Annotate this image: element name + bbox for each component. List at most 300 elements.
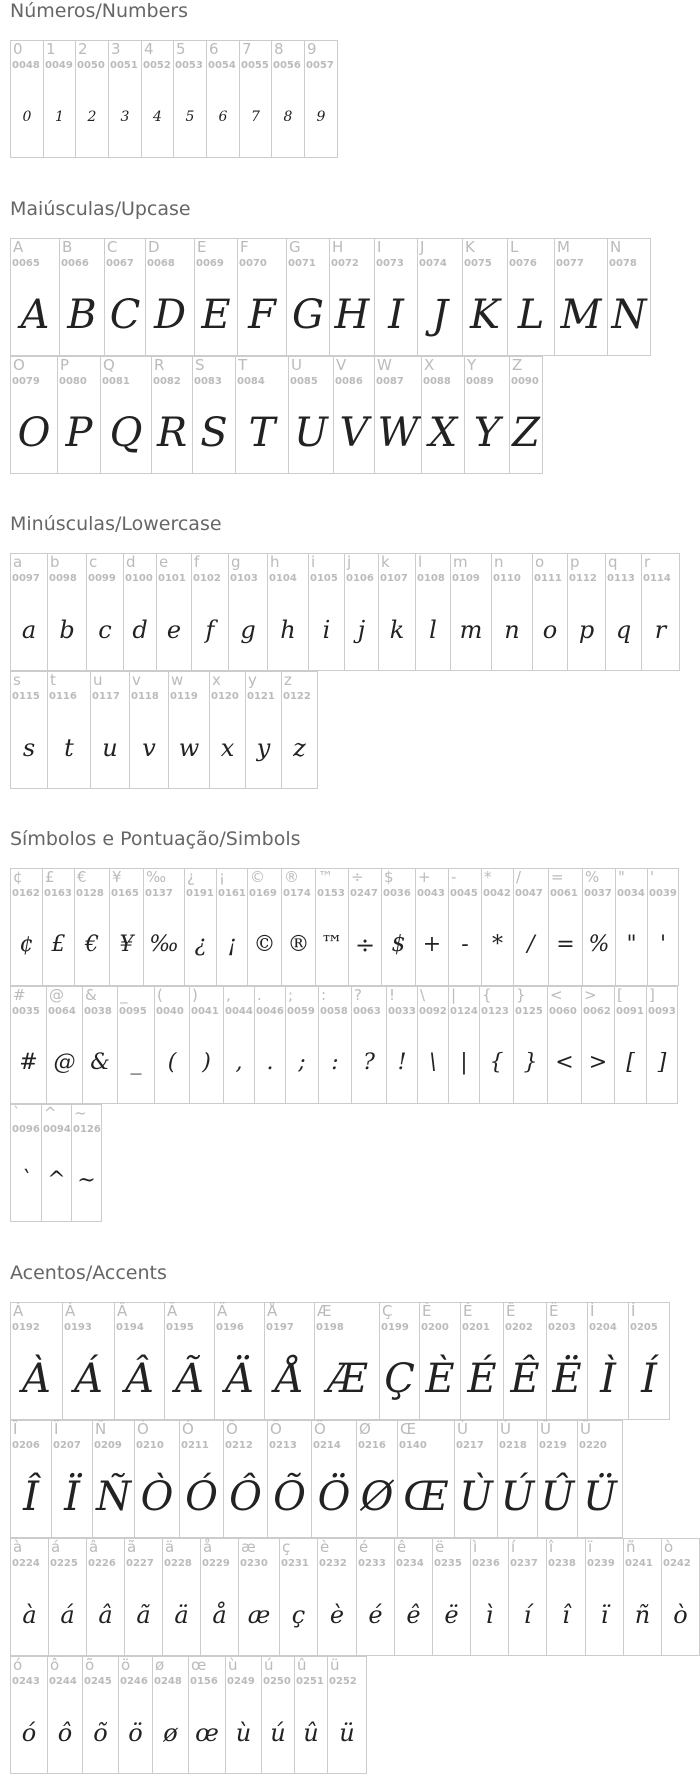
glyph-cell xyxy=(415,868,449,986)
glyph-row xyxy=(10,40,337,158)
glyph-cell xyxy=(317,1538,357,1656)
character-code: 0047 xyxy=(515,888,543,899)
glyph-cell xyxy=(491,553,533,671)
character-label: 3 xyxy=(111,40,121,58)
character-label: Ö xyxy=(314,1420,326,1438)
character-code: 0037 xyxy=(584,888,612,899)
glyph-cell xyxy=(10,986,47,1104)
glyph-cell xyxy=(51,1420,93,1538)
glyph-cell xyxy=(10,1302,63,1420)
glyph-cell xyxy=(374,356,422,474)
glyph-sample: I xyxy=(388,292,404,338)
character-code: 0116 xyxy=(49,691,77,702)
character-label: Í xyxy=(631,1302,636,1320)
character-label: k xyxy=(381,553,390,571)
glyph-cell xyxy=(513,986,548,1104)
character-code: 0249 xyxy=(227,1676,255,1687)
glyph-sample: € xyxy=(85,932,99,957)
character-label: ö xyxy=(121,1656,131,1674)
character-code: 0066 xyxy=(61,258,89,269)
glyph-sample: Õ xyxy=(273,1474,306,1520)
character-code: 0121 xyxy=(247,691,275,702)
glyph-cell xyxy=(508,1538,547,1656)
character-label: 2 xyxy=(78,40,88,58)
character-code: 0227 xyxy=(126,1558,154,1569)
character-code: 0125 xyxy=(515,1006,543,1017)
character-code: 0226 xyxy=(88,1558,116,1569)
character-label: Õ xyxy=(270,1420,282,1438)
character-label: g xyxy=(231,553,241,571)
glyph-cell xyxy=(47,671,91,789)
glyph-cell xyxy=(567,553,606,671)
glyph-sample: ) xyxy=(202,1050,211,1075)
character-label: Ç xyxy=(382,1302,393,1320)
character-label: S xyxy=(195,356,205,374)
glyph-cell xyxy=(448,868,482,986)
character-label: Ó xyxy=(182,1420,194,1438)
glyph-sample: _ xyxy=(130,1050,142,1075)
character-label: Ò xyxy=(137,1420,149,1438)
character-code: 0250 xyxy=(263,1676,291,1687)
glyph-sample: + xyxy=(422,932,442,957)
character-code: 0103 xyxy=(230,573,258,584)
glyph-sample: ! xyxy=(397,1050,407,1075)
glyph-cell xyxy=(134,1420,180,1538)
character-code: 0156 xyxy=(190,1676,218,1687)
character-label: Å xyxy=(267,1302,278,1320)
glyph-sample: ç xyxy=(291,1601,306,1629)
character-code: 0216 xyxy=(358,1440,386,1451)
character-label: Ù xyxy=(457,1420,468,1438)
glyph-sample: 4 xyxy=(153,109,162,125)
glyph-cell xyxy=(109,868,144,986)
glyph-sample: x xyxy=(220,734,235,762)
glyph-cell xyxy=(82,986,118,1104)
glyph-sample: 5 xyxy=(185,109,195,125)
glyph-sample: ã xyxy=(136,1601,151,1629)
character-code: 0059 xyxy=(287,1006,315,1017)
character-label: x xyxy=(212,671,221,689)
character-label: b xyxy=(50,553,60,571)
glyph-cell xyxy=(267,553,309,671)
character-code: 0058 xyxy=(320,1006,348,1017)
character-code: 0094 xyxy=(43,1124,71,1135)
glyph-cell xyxy=(151,356,193,474)
character-code: 0115 xyxy=(12,691,40,702)
glyph-sample: ë xyxy=(444,1601,459,1629)
glyph-sample: © xyxy=(253,932,276,957)
glyph-cell xyxy=(279,1538,318,1656)
character-label: o xyxy=(535,553,545,571)
glyph-sample: é xyxy=(368,1601,383,1629)
glyph-cell xyxy=(90,671,130,789)
character-label: V xyxy=(336,356,347,374)
character-code: 0112 xyxy=(569,573,597,584)
character-code: 0046 xyxy=(256,1006,284,1017)
glyph-cell xyxy=(245,671,282,789)
glyph-cell xyxy=(333,356,375,474)
glyph-sample: c xyxy=(98,616,112,644)
glyph-sample: A xyxy=(20,292,50,338)
character-label: . xyxy=(257,986,262,1004)
glyph-cell xyxy=(587,1302,629,1420)
character-label: u xyxy=(93,671,103,689)
glyph-sample: í xyxy=(523,1601,532,1629)
glyph-cell xyxy=(546,1302,588,1420)
character-code: 0049 xyxy=(45,60,73,71)
glyph-sample: 7 xyxy=(251,109,260,125)
character-code: 0245 xyxy=(84,1676,112,1687)
glyph-sample: ¿ xyxy=(194,932,207,957)
character-label: æ xyxy=(241,1538,256,1556)
glyph-sample: ' xyxy=(659,932,667,957)
glyph-cell xyxy=(191,553,229,671)
character-code: 0067 xyxy=(106,258,134,269)
character-code: 0163 xyxy=(44,888,72,899)
glyph-cell xyxy=(415,553,451,671)
glyph-sample: Í xyxy=(641,1356,657,1402)
character-label: È xyxy=(422,1302,432,1320)
character-code: 0076 xyxy=(509,258,537,269)
glyph-cell xyxy=(547,986,582,1104)
character-code: 0201 xyxy=(462,1322,490,1333)
glyph-sample: Ö xyxy=(317,1474,351,1520)
character-label: m xyxy=(453,553,468,571)
glyph-sample: ¡ xyxy=(227,932,237,957)
glyph-sample: ; xyxy=(298,1050,306,1075)
character-code: 0072 xyxy=(331,258,359,269)
glyph-cell xyxy=(308,553,345,671)
glyph-cell xyxy=(41,1104,72,1222)
character-code: 0123 xyxy=(481,1006,509,1017)
glyph-sample: b xyxy=(59,616,75,644)
character-label: : xyxy=(321,986,327,1004)
character-code: 0054 xyxy=(208,60,236,71)
character-code: 0241 xyxy=(625,1558,653,1569)
character-code: 0040 xyxy=(156,1006,184,1017)
character-label: & xyxy=(85,986,97,1004)
glyph-cell xyxy=(239,40,272,158)
character-label: | xyxy=(451,986,457,1004)
character-label: ; xyxy=(288,986,294,1004)
glyph-cell xyxy=(214,1302,265,1420)
character-code: 0091 xyxy=(616,1006,644,1017)
character-label: á xyxy=(51,1538,61,1556)
glyph-cell xyxy=(104,238,146,356)
glyph-sample: < xyxy=(555,1050,574,1075)
glyph-sample: Z xyxy=(512,410,540,456)
glyph-cell xyxy=(74,868,110,986)
character-label: ô xyxy=(50,1656,60,1674)
section-title: Acentos/Accents xyxy=(10,1262,167,1284)
character-label: ` xyxy=(13,1104,21,1122)
glyph-sample: 8 xyxy=(283,109,293,125)
glyph-sample: Ï xyxy=(64,1474,80,1520)
glyph-cell xyxy=(448,986,480,1104)
glyph-sample: ® xyxy=(287,932,310,957)
glyph-sample: S xyxy=(200,410,228,456)
character-code: 0231 xyxy=(281,1558,309,1569)
glyph-cell xyxy=(379,1302,420,1420)
character-label: ( xyxy=(157,986,163,1004)
glyph-cell xyxy=(356,1420,398,1538)
character-code: 0096 xyxy=(12,1124,40,1135)
glyph-cell xyxy=(129,671,169,789)
glyph-cell xyxy=(554,238,608,356)
character-label: õ xyxy=(85,1656,95,1674)
glyph-cell xyxy=(123,553,157,671)
character-code: 0196 xyxy=(216,1322,244,1333)
character-label: _ xyxy=(120,986,128,1004)
glyph-sample: 6 xyxy=(218,109,228,125)
glyph-sample: k xyxy=(389,616,405,644)
glyph-cell xyxy=(92,1420,135,1538)
glyph-sample: , xyxy=(235,1050,243,1075)
glyph-sample: > xyxy=(588,1050,608,1075)
character-code: 0044 xyxy=(225,1006,253,1017)
character-code: 0043 xyxy=(417,888,445,899)
character-code: 0055 xyxy=(241,60,269,71)
glyph-sample: Û xyxy=(540,1474,575,1520)
glyph-cell xyxy=(285,986,319,1104)
glyph-cell xyxy=(605,553,642,671)
glyph-sample: $ xyxy=(391,932,406,957)
character-code: 0099 xyxy=(88,573,116,584)
glyph-row xyxy=(10,986,677,1104)
glyph-cell xyxy=(537,1420,578,1538)
glyph-cell xyxy=(108,40,142,158)
character-code: 0193 xyxy=(64,1322,92,1333)
section-title: Símbolos e Pontuação/Simbols xyxy=(10,828,301,850)
character-label: ® xyxy=(284,868,299,886)
glyph-sample: æ xyxy=(247,1601,271,1629)
glyph-sample: - xyxy=(461,932,469,957)
glyph-sample: = xyxy=(556,932,575,957)
glyph-sample: M xyxy=(560,292,602,338)
character-code: 0063 xyxy=(353,1006,381,1017)
glyph-sample: # xyxy=(19,1050,38,1075)
character-code: 0038 xyxy=(84,1006,112,1017)
character-label: Ñ xyxy=(95,1420,107,1438)
character-code: 0081 xyxy=(102,376,130,387)
character-label: ' xyxy=(650,868,655,886)
character-code: 0089 xyxy=(466,376,494,387)
character-code: 0082 xyxy=(153,376,181,387)
glyph-cell xyxy=(628,1302,670,1420)
character-code: 0090 xyxy=(511,376,539,387)
character-label: ¡ xyxy=(219,868,226,886)
character-label: I xyxy=(377,238,382,256)
glyph-sample: y xyxy=(256,734,271,762)
character-code: 0198 xyxy=(316,1322,344,1333)
glyph-sample: g xyxy=(240,616,256,644)
glyph-sample: ` xyxy=(20,1168,32,1193)
glyph-row xyxy=(10,553,679,671)
glyph-sample: F xyxy=(248,292,276,338)
glyph-cell xyxy=(179,1420,224,1538)
character-label: 8 xyxy=(274,40,284,58)
character-code: 0235 xyxy=(434,1558,462,1569)
glyph-cell xyxy=(225,1656,262,1774)
glyph-sample: Ì xyxy=(600,1356,616,1402)
glyph-sample: Ô xyxy=(229,1474,262,1520)
character-code: 0244 xyxy=(49,1676,77,1687)
glyph-cell xyxy=(374,238,418,356)
character-label: O xyxy=(13,356,25,374)
character-label: h xyxy=(270,553,280,571)
glyph-cell xyxy=(143,868,185,986)
character-label: E xyxy=(197,238,207,256)
character-label: [ xyxy=(617,986,623,1004)
character-code: 0165 xyxy=(111,888,139,899)
glyph-cell xyxy=(614,986,647,1104)
character-code: 0057 xyxy=(306,60,334,71)
character-code: 0097 xyxy=(12,573,40,584)
character-code: 0137 xyxy=(145,888,173,899)
glyph-cell xyxy=(264,1302,315,1420)
glyph-cell xyxy=(47,553,87,671)
character-code: 0106 xyxy=(346,573,374,584)
glyph-row xyxy=(10,1656,366,1774)
character-label: ! xyxy=(389,986,396,1004)
character-label: ^ xyxy=(44,1104,57,1122)
glyph-cell xyxy=(168,671,210,789)
character-code: 0110 xyxy=(493,573,521,584)
glyph-cell xyxy=(267,1420,312,1538)
glyph-cell xyxy=(10,356,58,474)
character-code: 0068 xyxy=(147,258,175,269)
character-label: ™ xyxy=(318,868,333,886)
glyph-sample: z xyxy=(293,734,306,762)
glyph-sample: } xyxy=(523,1050,538,1075)
glyph-row xyxy=(10,1104,101,1222)
glyph-sample: / xyxy=(527,932,535,957)
character-code: 0033 xyxy=(388,1006,416,1017)
glyph-sample: v xyxy=(142,734,156,762)
glyph-cell xyxy=(646,986,678,1104)
character-code: 0073 xyxy=(376,258,404,269)
glyph-sample: à xyxy=(22,1601,37,1629)
glyph-cell xyxy=(216,868,248,986)
glyph-cell xyxy=(141,40,174,158)
glyph-cell xyxy=(75,40,109,158)
character-label: r xyxy=(644,553,651,571)
glyph-sample: X xyxy=(428,410,458,456)
glyph-cell xyxy=(288,356,334,474)
character-label: É xyxy=(463,1302,473,1320)
glyph-sample: . xyxy=(266,1050,274,1075)
character-label: Æ xyxy=(317,1302,332,1320)
character-code: 0041 xyxy=(191,1006,219,1017)
glyph-cell xyxy=(192,356,236,474)
glyph-cell xyxy=(10,868,43,986)
glyph-sample: W xyxy=(377,410,419,456)
glyph-sample: E xyxy=(201,292,231,338)
glyph-sample: r xyxy=(654,616,667,644)
character-code: 0161 xyxy=(218,888,246,899)
character-label: ÷ xyxy=(351,868,364,886)
glyph-sample: Ë xyxy=(552,1356,582,1402)
glyph-cell xyxy=(286,238,330,356)
glyph-cell xyxy=(48,1538,87,1656)
character-code: 0124 xyxy=(450,1006,478,1017)
glyph-cell xyxy=(462,238,508,356)
glyph-sample: ( xyxy=(167,1050,177,1075)
glyph-cell xyxy=(223,1420,268,1538)
character-label: J xyxy=(420,238,425,256)
character-code: 0200 xyxy=(421,1322,449,1333)
character-code: 0075 xyxy=(464,258,492,269)
character-label: Ô xyxy=(226,1420,238,1438)
character-label: L xyxy=(510,238,519,256)
character-code: 0209 xyxy=(94,1440,122,1451)
glyph-cell xyxy=(57,356,101,474)
character-label: Û xyxy=(540,1420,551,1438)
character-label: © xyxy=(250,868,265,886)
glyph-sample: d xyxy=(132,616,148,644)
glyph-cell xyxy=(117,986,155,1104)
glyph-sample: U xyxy=(294,410,328,456)
character-code: 0077 xyxy=(556,258,584,269)
glyph-sample: p xyxy=(578,616,595,644)
character-label: # xyxy=(13,986,26,1004)
character-label: ä xyxy=(165,1538,175,1556)
glyph-cell xyxy=(351,986,387,1104)
glyph-cell xyxy=(223,986,255,1104)
glyph-cell xyxy=(460,1302,504,1420)
character-code: 0220 xyxy=(579,1440,607,1451)
glyph-sample: å xyxy=(212,1601,227,1629)
character-label: % xyxy=(585,868,600,886)
character-code: 0042 xyxy=(483,888,511,899)
character-label: } xyxy=(516,986,526,1004)
glyph-cell xyxy=(10,1538,49,1656)
character-code: 0080 xyxy=(59,376,87,387)
glyph-sample: ó xyxy=(21,1719,37,1747)
character-code: 0122 xyxy=(283,691,311,702)
glyph-sample: À xyxy=(22,1356,51,1402)
glyph-cell xyxy=(327,1656,367,1774)
character-label: ü xyxy=(330,1656,340,1674)
glyph-row xyxy=(10,671,317,789)
glyph-cell xyxy=(344,553,379,671)
glyph-sample: ü xyxy=(339,1719,355,1747)
glyph-sample: ñ xyxy=(634,1601,651,1629)
glyph-sample: ï xyxy=(600,1601,609,1629)
character-label: Ä xyxy=(217,1302,228,1320)
character-code: 0211 xyxy=(181,1440,209,1451)
character-label: X xyxy=(424,356,435,374)
character-code: 0238 xyxy=(548,1558,576,1569)
character-code: 0206 xyxy=(12,1440,40,1451)
character-code: 0194 xyxy=(116,1322,144,1333)
character-code: 0104 xyxy=(269,573,297,584)
character-label: H xyxy=(332,238,344,256)
glyph-cell xyxy=(450,553,492,671)
character-code: 0191 xyxy=(186,888,214,899)
glyph-cell xyxy=(43,40,76,158)
character-code: 0109 xyxy=(452,573,480,584)
character-label: ¥ xyxy=(112,868,122,886)
glyph-sample: ¢ xyxy=(19,932,34,957)
character-code: 0197 xyxy=(266,1322,294,1333)
character-code: 0210 xyxy=(136,1440,164,1451)
character-code: 0243 xyxy=(12,1676,40,1687)
character-code: 0204 xyxy=(589,1322,617,1333)
character-label: 1 xyxy=(46,40,56,58)
character-label: ë xyxy=(435,1538,445,1556)
character-label: é xyxy=(359,1538,369,1556)
